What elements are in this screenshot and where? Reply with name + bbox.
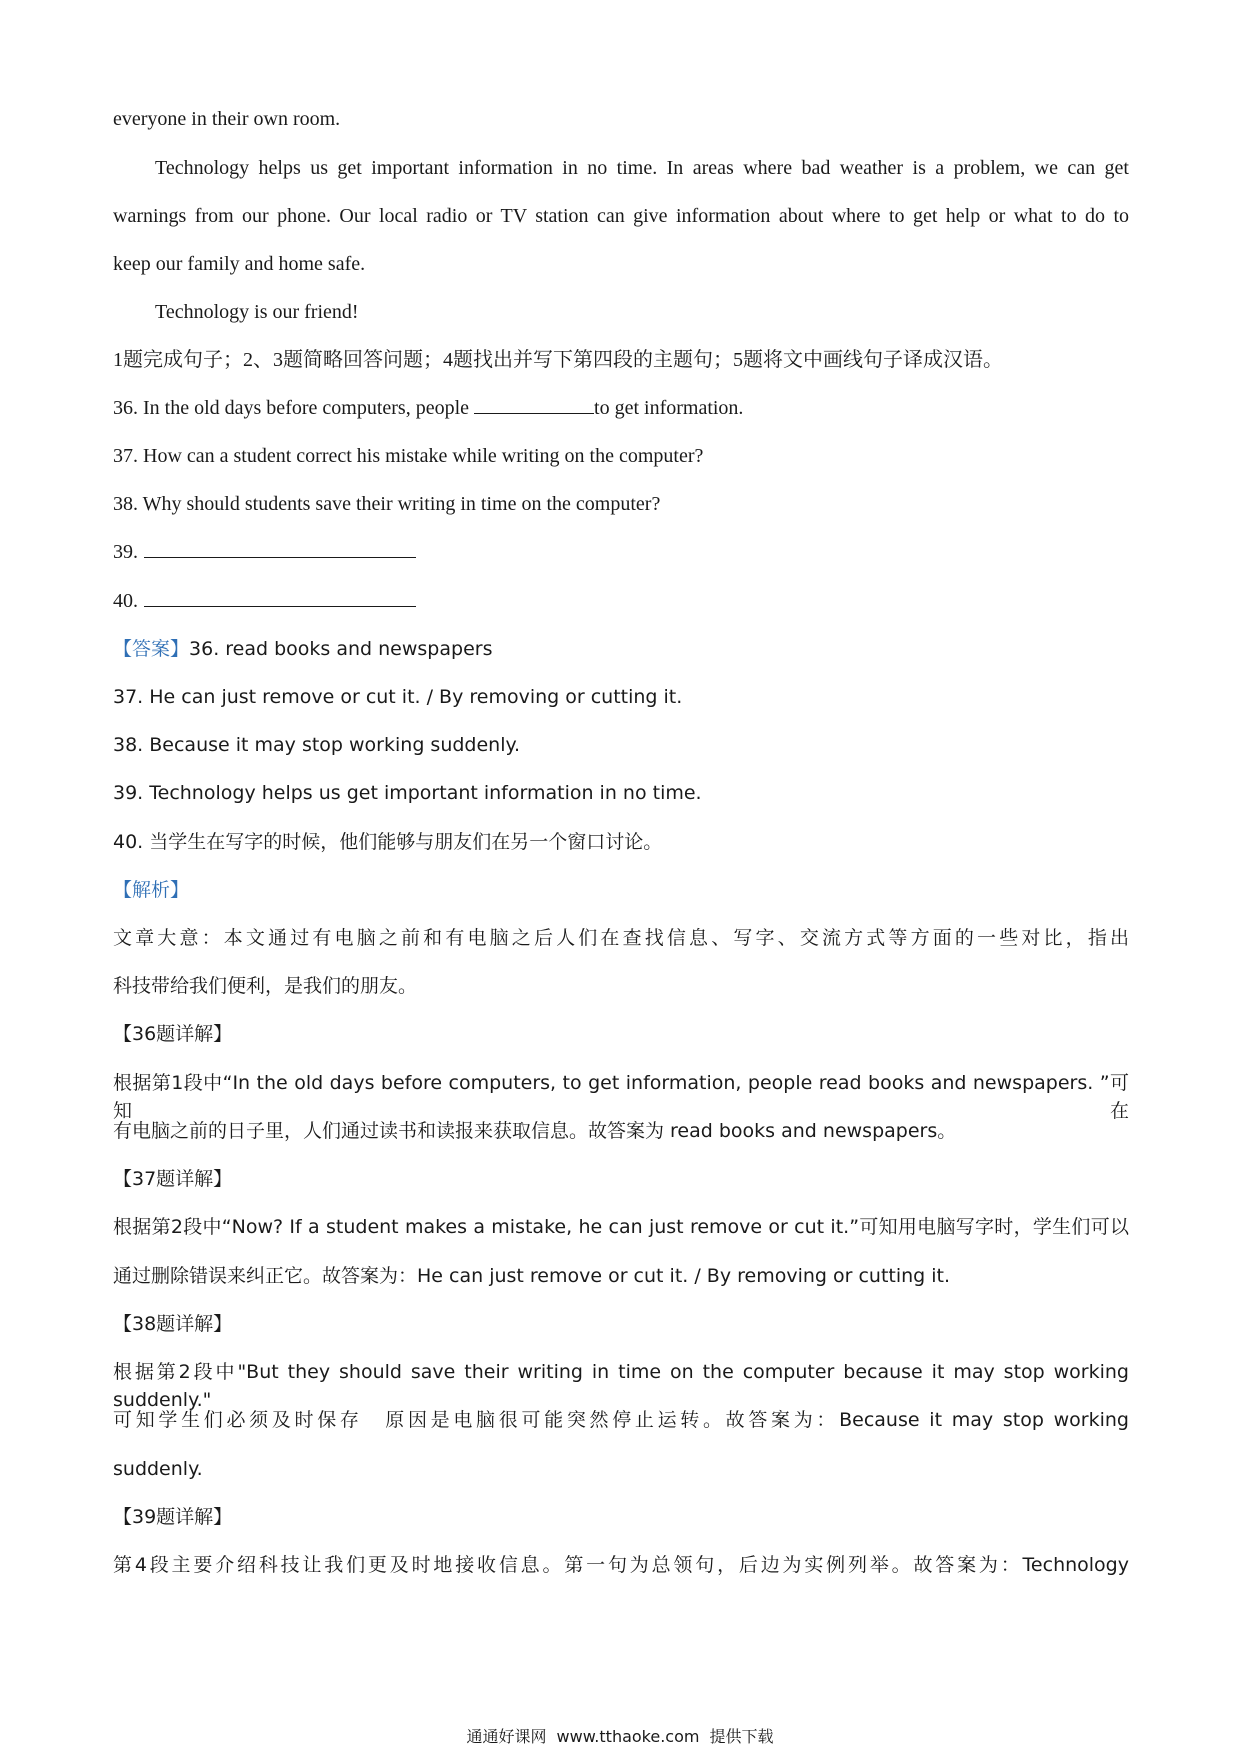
detail-39-line1: 第4段主要介绍科技让我们更及时地接收信息。第一句为总领句，后边为实例列举。故答案为：Technology [113, 1554, 1129, 1576]
answer-39: 39. Technology helps us get important information in no time. [113, 782, 702, 804]
footer-suffix: 提供下载 [709, 1727, 774, 1746]
footer-url[interactable]: www.tthaoke.com [556, 1727, 700, 1746]
passage-p3-tail: everyone in their own room. [113, 108, 341, 130]
detail-38-heading: 【38题详解】 [113, 1313, 233, 1335]
detail-38-line1: 根据第2段中"But they should save their writing in time on the computer because it may stop working suddenly." [113, 1361, 1129, 1411]
detail-37-line1: 根据第2段中“Now? If a student makes a mistake, he can just remove or cut it.”可知用电脑写字时，学生们可以 [113, 1216, 1129, 1238]
passage-p5: Technology is our friend! [155, 301, 359, 323]
question-40 [113, 587, 416, 615]
passage-p4-line3: keep our family and home safe. [113, 253, 366, 275]
answer-36 [113, 635, 492, 663]
detail-37-heading: 【37题详解】 [113, 1168, 233, 1190]
question-36 [113, 394, 743, 422]
question-39 [113, 538, 416, 566]
detail-36-heading: 【36题详解】 [113, 1023, 233, 1045]
detail-38-line2: 可知学生们必须及时保存 原因是电脑很可能突然停止运转。故答案为：Because it may stop working [113, 1409, 1129, 1431]
answer-blank [144, 588, 416, 607]
passage-p4-line2: warnings from our phone. Our local radio or TV station can give information about where to get help or what to do to [113, 205, 1129, 227]
question-37: 37. How can a student correct his mistake while writing on the computer? [113, 445, 704, 467]
analysis-summary-line1: 文章大意：本文通过有电脑之前和有电脑之后人们在查找信息、写字、交流方式等方面的一些对比，指出 [113, 927, 1129, 949]
answer-blank [474, 395, 594, 414]
answer-36-text: 36. read books and newspapers [189, 638, 493, 660]
answer-37: 37. He can just remove or cut it. / By removing or cutting it. [113, 686, 683, 708]
question-39-number: 39. [113, 541, 138, 563]
page-footer [0, 1726, 1240, 1748]
detail-39-heading: 【39题详解】 [113, 1506, 233, 1528]
question-36-text: 36. In the old days before computers, people [113, 397, 475, 419]
answer-38: 38. Because it may stop working suddenly. [113, 734, 521, 756]
answer-tag: 【答案】 [113, 638, 190, 660]
answer-blank [144, 539, 416, 558]
detail-36-line2: 有电脑之前的日子里，人们通过读书和读报来获取信息。故答案为 read books and newspapers。 [113, 1120, 957, 1142]
detail-36-line1: 根据第1段中“In the old days before computers, to get information, people read books and newspapers. ”可知在 [113, 1072, 1129, 1122]
question-38: 38. Why should students save their writing in time on the computer? [113, 493, 661, 515]
instructions: 1题完成句子；2、3题简略回答问题；4题找出并写下第四段的主题句；5题将文中画线句子译成汉语。 [113, 349, 1003, 371]
question-40-number: 40. [113, 590, 138, 612]
passage-p4-line1: Technology helps us get important information in no time. In areas where bad weather is a problem, we can get [155, 157, 1129, 179]
footer-site-name: 通通好课网 [466, 1727, 547, 1746]
question-36-tail: to get information. [594, 397, 744, 419]
analysis-tag: 【解析】 [113, 879, 190, 901]
detail-38-line3: suddenly. [113, 1458, 203, 1480]
answer-40: 40. 当学生在写字的时候，他们能够与朋友们在另一个窗口讨论。 [113, 831, 663, 853]
analysis-summary-line2: 科技带给我们便利，是我们的朋友。 [113, 975, 418, 997]
detail-37-line2: 通过删除错误来纠正它。故答案为：He can just remove or cut it. / By removing or cutting it. [113, 1265, 951, 1287]
